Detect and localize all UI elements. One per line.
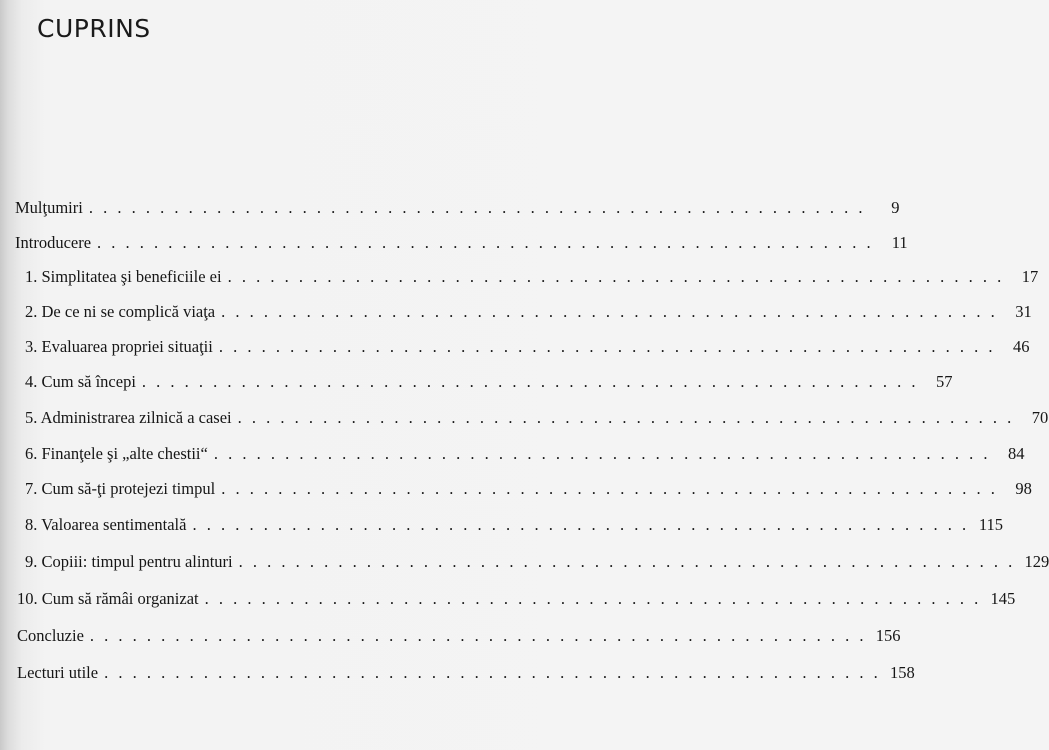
toc-entry-page: 115 (978, 515, 1004, 534)
toc-entry-label: Introducere (15, 233, 92, 252)
toc-entry-label: 7. Cum să-ţi protejezi timpul (25, 479, 216, 498)
toc-entry-label: 1. Simplitatea şi beneficiile ei (25, 267, 222, 286)
toc-entry-label: Mulţumiri (15, 198, 83, 217)
toc-entry-label: 6. Finanţele şi „alte chestii“ (25, 444, 208, 463)
dot-leader: . . . . . . . . . . . . . . . . . . . . . . . . . . . . . . . . . . . . . . . . . . . . . . . . . . . . . . . (141, 372, 919, 391)
page-title: CUPRINS (37, 14, 151, 43)
toc-entry-page: 46 (1012, 337, 1030, 356)
toc-entry-page: 129 (1024, 552, 1049, 571)
dot-leader: . . . . . . . . . . . . . . . . . . . . . . . . . . . . . . . . . . . . . . . . . . . . . . . . . . . . . . . (97, 233, 874, 252)
toc-entry-label: 4. Cum să începi (25, 372, 136, 391)
dot-leader: . . . . . . . . . . . . . . . . . . . . . . . . . . . . . . . . . . . . . . . . . . . . . . . . . . . . . . . (221, 479, 998, 498)
dot-leader: . . . . . . . . . . . . . . . . . . . . . . . . . . . . . . . . . . . . . . . . . . . . . . . . . . . . . . . (204, 589, 982, 608)
dot-leader: . . . . . . . . . . . . . . . . . . . . . . . . . . . . . . . . . . . . . . . . . . . . . . . . . . . . . . . (227, 267, 1005, 286)
toc-entry-label: 9. Copiii: timpul pentru alinturi (25, 552, 233, 571)
toc-entry-label: 5. Administrarea zilnică a casei (25, 408, 232, 427)
toc-entry-page: 156 (875, 626, 901, 645)
toc-entry-page: 57 (936, 372, 953, 391)
toc-entry-page: 84 (1007, 444, 1025, 463)
toc-entry (0, 444, 1025, 468)
toc-entry (0, 515, 1004, 539)
toc-entry-label: 2. De ce ni se complică viaţa (25, 302, 216, 321)
toc-entry-page: 158 (889, 663, 915, 682)
toc-entry-page: 145 (990, 589, 1016, 608)
toc-entry (0, 663, 915, 687)
dot-leader: . . . . . . . . . . . . . . . . . . . . . . . . . . . . . . . . . . . . . . . . . . . . . . . . . . . . . . . (213, 444, 991, 463)
toc-entry (0, 408, 1049, 432)
toc-entry (0, 589, 1016, 613)
toc-entry-page: 31 (1015, 302, 1032, 321)
toc-entry-label: 10. Cum să rămâi organizat (17, 589, 199, 608)
dot-leader: . . . . . . . . . . . . . . . . . . . . . . . . . . . . . . . . . . . . . . . . . . . . . . . . . . . . . . . (88, 198, 866, 217)
toc-entry-label: Lecturi utile (17, 663, 99, 682)
toc-entry (0, 479, 1032, 503)
toc-entry-page: 11 (891, 233, 908, 252)
dot-leader: . . . . . . . . . . . . . . . . . . . . . . . . . . . . . . . . . . . . . . . . . . . . . . . . . . . . . . . (89, 626, 867, 645)
toc-entry (0, 233, 908, 257)
toc-entry (0, 198, 900, 222)
toc-entry-page: 17 (1021, 267, 1039, 286)
dot-leader: . . . . . . . . . . . . . . . . . . . . . . . . . . . . . . . . . . . . . . . . . . . . . . . . . . . . . . . (221, 302, 998, 321)
dot-leader: . . . . . . . . . . . . . . . . . . . . . . . . . . . . . . . . . . . . . . . . . . . . . . . . . . . . . . . (218, 337, 996, 356)
toc-entry (0, 302, 1032, 326)
toc-entry-page: 70 (1031, 408, 1049, 427)
toc-entry-label: 3. Evaluarea propriei situaţii (25, 337, 213, 356)
toc-entry (0, 372, 953, 396)
toc-entry (0, 267, 1039, 291)
dot-leader: . . . . . . . . . . . . . . . . . . . . . . . . . . . . . . . . . . . . . . . . . . . . . . . . . . . . . . . (192, 515, 970, 534)
toc-entry (0, 552, 1049, 576)
dot-leader: . . . . . . . . . . . . . . . . . . . . . . . . . . . . . . . . . . . . . . . . . . . . . . . . . . . . . . . (237, 408, 1015, 427)
toc-entry-label: 8. Valoarea sentimentală (25, 515, 187, 534)
toc-entry (0, 626, 901, 650)
dot-leader: . . . . . . . . . . . . . . . . . . . . . . . . . . . . . . . . . . . . . . . . . . . . . . . . . . . . . . . (104, 663, 881, 682)
toc-entry-label: Concluzie (17, 626, 84, 645)
toc-entry-page: 98 (1015, 479, 1032, 498)
dot-leader: . . . . . . . . . . . . . . . . . . . . . . . . . . . . . . . . . . . . . . . . . . . . . . . . . . . . . . . (238, 552, 1016, 571)
toc-entry-page: 9 (891, 198, 900, 217)
toc-entry (0, 337, 1030, 361)
